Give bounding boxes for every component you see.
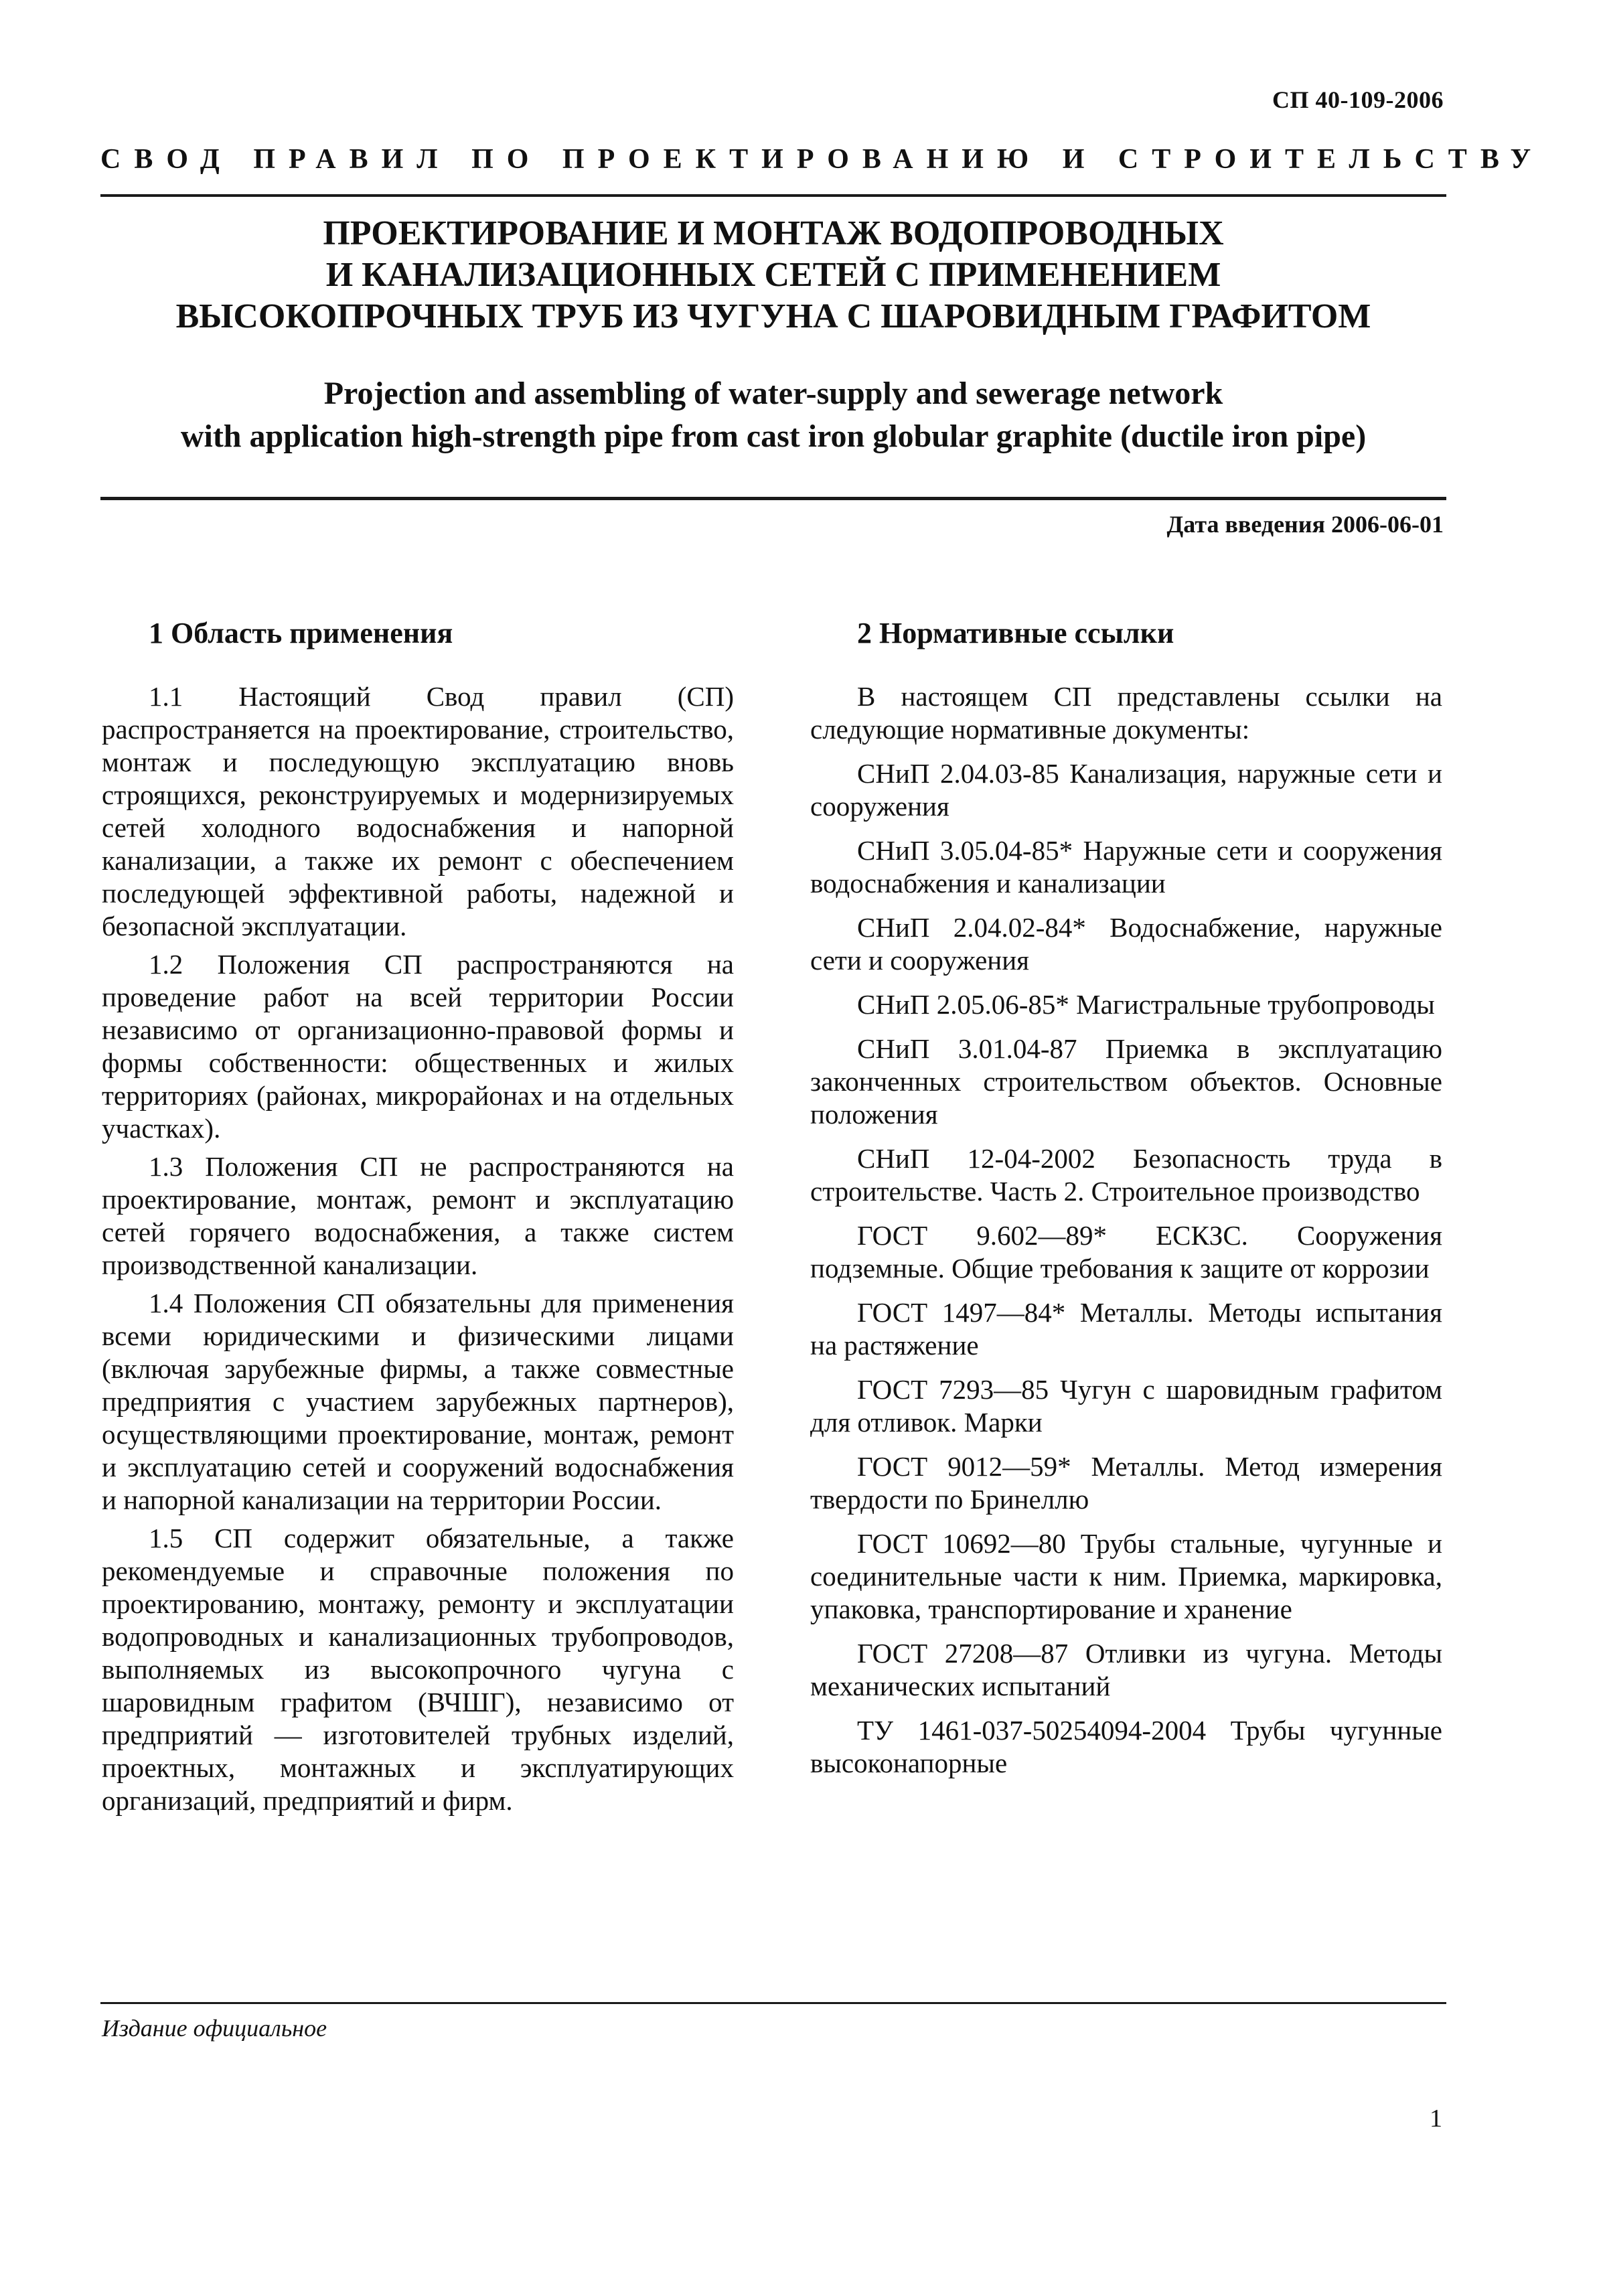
section-normative-references bbox=[810, 616, 1442, 1791]
reference-item: СНиП 2.05.06-85* Магистральные трубопроводы bbox=[857, 989, 1435, 1020]
reference-item: ГОСТ 1497—84* Металлы. Методы испытания на растяжение bbox=[810, 1297, 1442, 1361]
reference-item: ГОСТ 9012—59* Металлы. Метод измерения твердости по Бринеллю bbox=[810, 1451, 1442, 1515]
title-line: ПРОЕКТИРОВАНИЕ И МОНТАЖ ВОДОПРОВОДНЫХ bbox=[323, 214, 1224, 252]
reference-item: СНиП 3.05.04-85* Наружные сети и сооружения водоснабжения и канализации bbox=[810, 835, 1442, 899]
reference-item: ГОСТ 27208—87 Отливки из чугуна. Методы механических испытаний bbox=[810, 1638, 1442, 1701]
reference-item: ГОСТ 10692—80 Трубы стальные, чугунные и соединительные части к ним. Приемка, маркировка, упаковка, транспортирование и хранение bbox=[810, 1528, 1442, 1624]
reference-item: ГОСТ 9.602—89* ЕСКЗС. Сооружения подземные. Общие требования к защите от коррозии bbox=[810, 1220, 1442, 1284]
footer-rule bbox=[100, 2002, 1446, 2004]
document-code: СП 40-109-2006 bbox=[1272, 86, 1444, 113]
document-title-russian bbox=[100, 213, 1446, 337]
title-line: И КАНАЛИЗАЦИОННЫХ СЕТЕЙ С ПРИМЕНЕНИЕМ bbox=[325, 256, 1221, 294]
reference-item: ГОСТ 7293—85 Чугун с шаровидным графитом для отливок. Марки bbox=[810, 1374, 1442, 1438]
paragraph: 1.5 СП содержит обязательные, а также рекомендуемые и справочные положения по проектированию, монтажу, ремонту и эксплуатации водопроводных и канализационных трубопроводов, выполняемых из высокопрочного чугуна с шаровидным графитом (ВЧШГ), независимо от предприятий — изготовителей трубных изделий, проектных, монтажных и эксплуатирующих организаций, предприятий и фирм. bbox=[102, 1523, 734, 1816]
reference-item: СНиП 3.01.04-87 Приемка в эксплуатацию законченных строительством объектов. Основные положения bbox=[810, 1033, 1442, 1130]
edition-note: Издание официальное bbox=[102, 2015, 327, 2042]
top-rule bbox=[100, 194, 1446, 197]
reference-item: ТУ 1461-037-50254094-2004 Трубы чугунные высоконапорные bbox=[810, 1715, 1442, 1778]
section-scope bbox=[102, 616, 734, 1823]
english-title-line: Projection and assembling of water-supply and sewerage network bbox=[323, 376, 1223, 411]
reference-item: СНиП 2.04.02-84* Водоснабжение, наружные сети и сооружения bbox=[810, 912, 1442, 976]
paragraph: 1.1 Настоящий Свод правил (СП) распространяется на проектирование, строительство, монтаж и последующую эксплуатацию вновь строящихся, реконструируемых и модернизируемых сетей холодного водоснабжения и напорной канализации, а также их ремонт с обеспечением последующей эффективной работы, надежной и безопасной эксплуатации. bbox=[102, 681, 734, 941]
page-number: 1 bbox=[1430, 2104, 1442, 2133]
section-heading: 2 Нормативные ссылки bbox=[857, 617, 1174, 649]
reference-item: СНиП 12-04-2002 Безопасность труда в строительстве. Часть 2. Строительное производство bbox=[810, 1143, 1442, 1207]
reference-item: СНиП 2.04.03-85 Канализация, наружные сети и сооружения bbox=[810, 758, 1442, 822]
paragraph: 1.3 Положения СП не распространяются на проектирование, монтаж, ремонт и эксплуатацию сетей горячего водоснабжения, а также систем производственной канализации. bbox=[102, 1151, 734, 1280]
title-line: ВЫСОКОПРОЧНЫХ ТРУБ ИЗ ЧУГУНА С ШАРОВИДНЫМ ГРАФИТОМ bbox=[175, 297, 1371, 335]
section-heading: 1 Область применения bbox=[149, 617, 453, 649]
paragraph: 1.4 Положения СП обязательны для применения всеми юридическими и физическими лицами (включая зарубежные фирмы, а также совместные предприятия с участием зарубежных партнеров), осуществляющими проектирование, монтаж, ремонт и эксплуатацию сетей и сооружений водоснабжения и напорной канализации на территории России. bbox=[102, 1288, 734, 1515]
english-title-line: with application high-strength pipe from cast iron globular graphite (ductile iron pipe) bbox=[180, 418, 1367, 454]
middle-rule bbox=[100, 497, 1446, 500]
series-title: СВОД ПРАВИЛ ПО ПРОЕКТИРОВАНИЮ И СТРОИТЕЛЬСТВУ bbox=[100, 144, 1545, 175]
document-title-english bbox=[100, 372, 1446, 458]
paragraph: 1.2 Положения СП распространяются на проведение работ на всей территории России независимо от организационно-правовой формы и формы собственности: общественных и жилых территориях (районах, микрорайонах и на отдельных участках). bbox=[102, 949, 734, 1144]
introduction-date: Дата введения 2006-06-01 bbox=[1166, 511, 1444, 538]
references-intro: В настоящем СП представлены ссылки на следующие нормативные документы: bbox=[810, 681, 1442, 745]
